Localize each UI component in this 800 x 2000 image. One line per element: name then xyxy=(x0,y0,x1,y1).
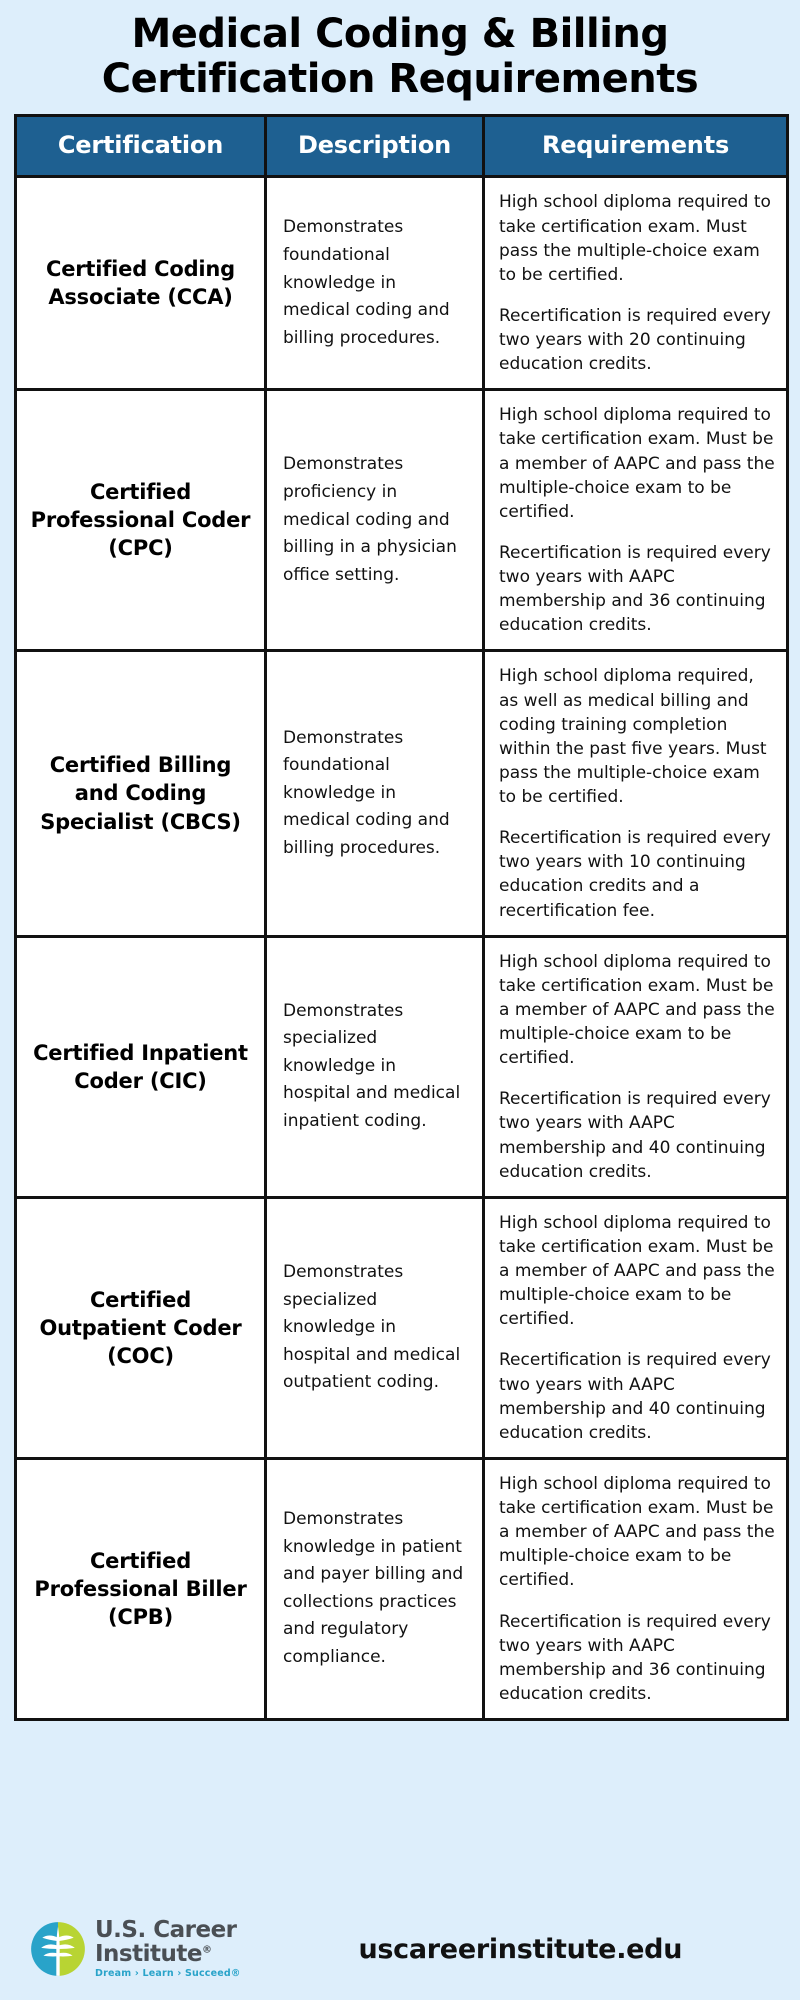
cell-certification: Certified Outpatient Coder (COC) xyxy=(16,1197,266,1458)
requirement-paragraph: High school diploma required to take certification exam. Must pass the multiple-choice exam to be certified. xyxy=(499,192,771,285)
page-title-line-2: Certification Requirements xyxy=(101,56,699,103)
cell-requirements xyxy=(484,1197,788,1458)
requirement-paragraph: High school diploma required to take certification exam. Must be a member of AAPC and pass the multiple-choice exam to be certified. xyxy=(499,1212,775,1330)
page-title-line-1: Medical Coding & Billing xyxy=(131,11,669,57)
requirement-paragraph: Recertification is required every two years with AAPC membership and 40 continuing education credits. xyxy=(499,1089,771,1182)
table-row xyxy=(16,177,788,390)
table-row xyxy=(16,390,788,651)
brand-tagline: Dream › Learn › Succeed® xyxy=(95,1968,241,1980)
cell-requirements xyxy=(484,390,788,651)
table-row xyxy=(16,936,788,1197)
requirement-paragraph: High school diploma required to take certification exam. Must be a member of AAPC and pass the multiple-choice exam to be certified. xyxy=(499,1473,775,1591)
column-header-certification: Certification xyxy=(16,116,266,177)
certification-requirements-table xyxy=(14,114,789,1721)
cell-certification: Certified Inpatient Coder (CIC) xyxy=(16,936,266,1197)
cell-certification: Certified Professional Biller (CPB) xyxy=(16,1458,266,1719)
requirement-paragraph: Recertification is required every two years with AAPC membership and 40 continuing education credits. xyxy=(499,1350,771,1443)
cell-description: Demonstrates knowledge in patient and payer billing and collections practices and regulatory compliance. xyxy=(266,1458,484,1719)
cell-requirements xyxy=(484,1458,788,1719)
requirement-paragraph: High school diploma required, as well as medical billing and coding training completion within the past five years. Must pass the multiple-choice exam to be certified. xyxy=(499,666,767,807)
cell-description: Demonstrates foundational knowledge in medical coding and billing procedures. xyxy=(266,177,484,390)
table-row xyxy=(16,1458,788,1719)
brand-name-line-1: U.S. Career xyxy=(95,1917,237,1944)
column-header-description: Description xyxy=(266,116,484,177)
footer xyxy=(0,1904,800,2000)
requirement-paragraph: Recertification is required every two years with 20 continuing education credits. xyxy=(499,305,771,375)
registered-mark: ® xyxy=(201,1944,212,1956)
page-title xyxy=(14,0,786,114)
table-row xyxy=(16,651,788,936)
cell-requirements xyxy=(484,651,788,936)
requirement-paragraph: High school diploma required to take certification exam. Must be a member of AAPC and pass the multiple-choice exam to be certified. xyxy=(499,405,775,522)
cell-description: Demonstrates specialized knowledge in hospital and medical outpatient coding. xyxy=(266,1197,484,1458)
cell-certification: Certified Billing and Coding Specialist (CBCS) xyxy=(16,651,266,936)
requirement-paragraph: Recertification is required every two years with AAPC membership and 36 continuing education credits. xyxy=(499,542,771,636)
brand-logo-text xyxy=(95,1919,241,1979)
requirement-paragraph: Recertification is required every two years with AAPC membership and 36 continuing education credits. xyxy=(499,1611,771,1704)
column-header-requirements: Requirements xyxy=(484,116,788,177)
requirement-paragraph: High school diploma required to take certification exam. Must be a member of AAPC and pass the multiple-choice exam to be certified. xyxy=(499,951,775,1069)
website-url[interactable]: uscareerinstitute.edu xyxy=(358,1933,683,1965)
cell-description: Demonstrates proficiency in medical coding and billing in a physician office setting. xyxy=(266,390,484,651)
brand-logo xyxy=(30,1919,241,1979)
table-body xyxy=(16,177,788,1720)
brand-name-line-2: Institute® xyxy=(95,1941,212,1968)
cell-description: Demonstrates foundational knowledge in medical coding and billing procedures. xyxy=(266,651,484,936)
requirement-paragraph: Recertification is required every two years with 10 continuing education credits and a recertification fee. xyxy=(499,828,771,921)
cell-certification: Certified Coding Associate (CCA) xyxy=(16,177,266,390)
cell-requirements xyxy=(484,177,788,390)
table-row xyxy=(16,1197,788,1458)
cell-certification: Certified Professional Coder (CPC) xyxy=(16,390,266,651)
cell-requirements xyxy=(484,936,788,1197)
cell-description: Demonstrates specialized knowledge in hospital and medical inpatient coding. xyxy=(266,936,484,1197)
table-header-row xyxy=(16,116,788,177)
tree-circle-logo-icon xyxy=(30,1921,86,1977)
